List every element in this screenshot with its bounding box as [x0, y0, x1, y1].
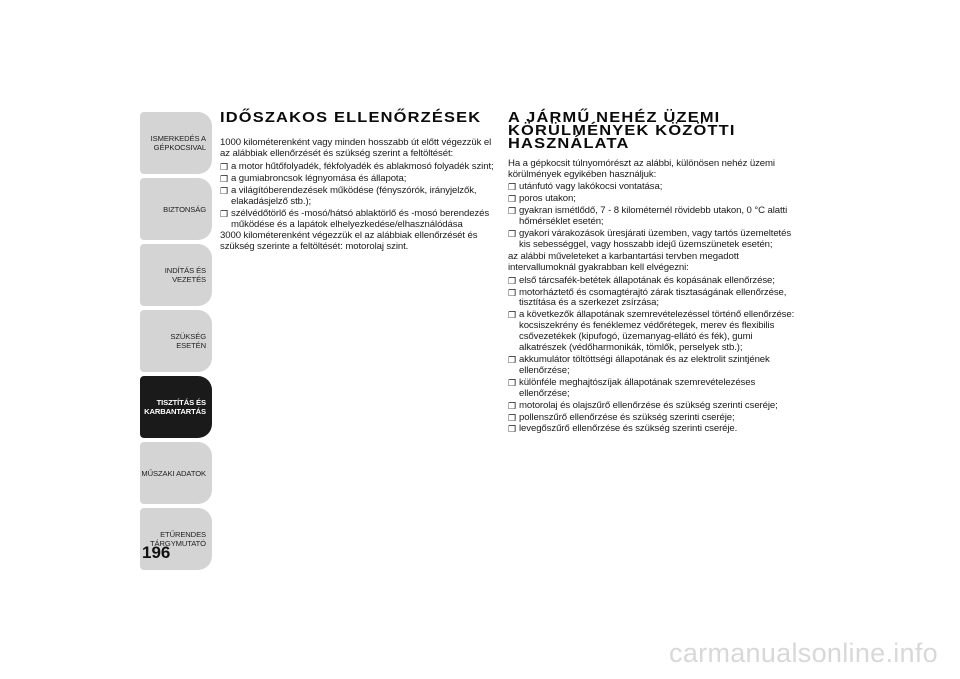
tab-safety[interactable]	[140, 178, 212, 240]
tab-label: BIZTONSÁG	[163, 204, 206, 214]
list-item: ❒ levegőszűrő ellenőrzése és szükség szerinti cseréje.	[508, 423, 738, 435]
tab-getting-to-know[interactable]	[140, 112, 212, 174]
checkbox-bullet-icon: ❒	[220, 185, 228, 196]
checkbox-bullet-icon: ❒	[220, 173, 228, 184]
tab-label: ISMERKEDÉS A GÉPKOCSIVAL	[150, 134, 206, 152]
heavy-duty-section	[508, 111, 798, 436]
list-item: ❒ gyakran ismétlődő, 7 - 8 kilométernél rövidebb utakon, 0 °C alatti hőmérséklet esetén;	[508, 205, 788, 228]
list-item: ❒ a világítóberendezések működése (fényszórók, irányjelzők, elakadásjelző stb.);	[220, 184, 477, 207]
checkbox-bullet-icon: ❒	[220, 162, 228, 173]
list-item: ❒ gyakori várakozások üresjárati üzemben, vagy tartós üzemeltetés kis sebességgel, vagy hosszabb idejű üzemszünetek esetén;	[508, 228, 792, 250]
tab-emergency[interactable]	[140, 310, 212, 372]
checkbox-bullet-icon: ❒	[508, 229, 516, 240]
checkbox-bullet-icon: ❒	[508, 194, 516, 205]
list-item: ❒ első tárcsafék-betétek állapotának és kopásának ellenőrzése;	[508, 274, 775, 286]
list-item: ❒ pollenszűrő ellenőrzése és szükség szerinti cseréje;	[508, 411, 735, 423]
tab-label: ETŰRENDES TÁRGYMUTATÓ	[150, 530, 206, 548]
paragraph: 1000 kilométerenként vagy minden hosszabb út előtt végezzük el az alábbiak ellenőrzését és szükség szerint a feltöltését:	[220, 137, 492, 160]
checkbox-bullet-icon: ❒	[508, 310, 516, 321]
list-item: ❒ motorháztető és csomagtérajtó zárak tisztaságának ellenőrzése, tisztítása és a szerkezet zsírzása;	[508, 286, 787, 309]
checkbox-bullet-icon: ❒	[508, 400, 516, 411]
checkbox-bullet-icon: ❒	[508, 287, 516, 298]
tab-label: MŰSZAKI ADATOK	[141, 468, 206, 478]
tab-label: SZÜKSÉG ESETÉN	[170, 332, 206, 350]
list-item: ❒ akkumulátor töltöttségi állapotának és az elektrolit szintjének ellenőrzése;	[508, 354, 770, 376]
list-item: ❒ a gumiabroncsok légnyomása és állapota;	[220, 172, 407, 184]
tab-label: TISZTÍTÁS ÉS KARBANTARTÁS	[144, 398, 206, 416]
checkbox-bullet-icon: ❒	[508, 355, 516, 366]
checkbox-bullet-icon: ❒	[508, 412, 516, 423]
list-item: ❒ a következők állapotának szemrevételezéssel történő ellenőrzése: kocsiszekrény és fenéklemez védőrétegek, merev és flexibilis csővezetékek (kipufogó, üzemanyag-ellátó és fék), gumi alkatrészek (védőharmonikák, tömlők, perselyek stb.);	[508, 309, 795, 354]
checkbox-bullet-icon: ❒	[508, 206, 516, 217]
section-heading: A JÁRMŰ NEHÉZ ÜZEMI KÖRÜLMÉNYEK KÖZÖTTI HASZNÁLATA	[508, 109, 736, 153]
periodic-checks-section	[220, 111, 500, 255]
checkbox-bullet-icon: ❒	[508, 182, 516, 193]
list-item: ❒ utánfutó vagy lakókocsi vontatása;	[508, 181, 663, 193]
tab-label: INDÍTÁS ÉS VEZETÉS	[164, 266, 206, 284]
checkbox-bullet-icon: ❒	[508, 275, 516, 286]
list-item: ❒ különféle meghajtószíjak állapotának szemrevételezéses ellenőrzése;	[508, 376, 756, 399]
list-item: ❒ a motor hűtőfolyadék, fékfolyadék és ablakmosó folyadék szint;	[220, 161, 494, 173]
page-number: 196	[142, 543, 171, 562]
tab-starting-driving[interactable]	[140, 244, 212, 306]
list-item: ❒ motorolaj és olajszűrő ellenőrzése és szükség szerinti cseréje;	[508, 399, 778, 411]
checkbox-bullet-icon: ❒	[508, 424, 516, 435]
paragraph: az alábbi műveleteket a karbantartási tervben megadott intervallumoknál gyakrabban kell elvégezni:	[508, 250, 739, 273]
section-heading: IDŐSZAKOS ELLENŐRZÉSEK	[220, 109, 482, 126]
checkbox-bullet-icon: ❒	[220, 208, 228, 219]
checkbox-bullet-icon: ❒	[508, 377, 516, 388]
watermark: carmanualsonline.info	[669, 638, 938, 668]
list-item: ❒ poros utakon;	[508, 193, 576, 205]
tab-technical-data[interactable]	[140, 442, 212, 504]
paragraph: 3000 kilométerenként végezzük el az alábbiak ellenőrzését és szükség szerinte a feltöltését: motorolaj szint.	[220, 230, 478, 253]
list-item: ❒ szélvédőtörlő és -mosó/hátsó ablaktörlő és -mosó berendezés működése és a lapátok elhelyezkedése/elhasználódása	[220, 207, 490, 230]
paragraph: Ha a gépkocsit túlnyomórészt az alábbi, különösen nehéz üzemi körülmények egyikében használjuk:	[508, 157, 775, 180]
tab-cleaning-maintenance[interactable]	[140, 376, 212, 438]
